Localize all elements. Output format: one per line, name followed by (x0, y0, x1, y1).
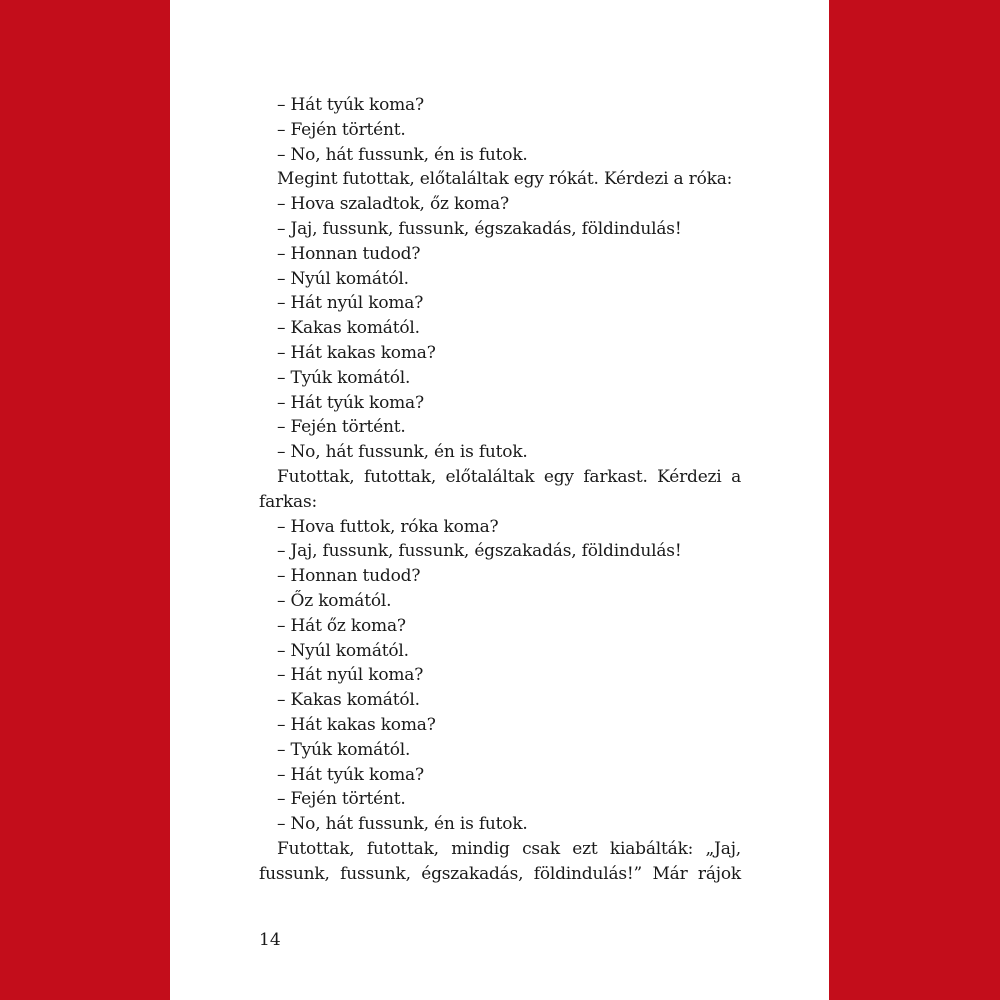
page-number: 14 (259, 930, 281, 950)
text-line: – Hát nyúl koma? (277, 293, 424, 314)
text-line: – Tyúk komától. (277, 367, 411, 388)
text-line: Futottak, futottak, mindig csak ezt kiabálták: „Jaj, (277, 838, 741, 859)
text-line: – Jaj, fussunk, fussunk, égszakadás, földindulás! (277, 541, 682, 562)
text-line: – Hát őz koma? (277, 615, 406, 636)
text-line: – Hát kakas koma? (277, 342, 436, 363)
text-line: – Fején történt. (277, 417, 406, 438)
text-line: – Jaj, fussunk, fussunk, égszakadás, földindulás! (277, 218, 682, 239)
text-line: – Hát kakas koma? (277, 714, 436, 735)
text-line: – Honnan tudod? (277, 566, 421, 587)
text-line: – Kakas komától. (277, 690, 420, 711)
body-text (259, 93, 741, 887)
text-line: – No, hát fussunk, én is futok. (277, 144, 528, 165)
text-line: – Őz komától. (277, 590, 392, 611)
text-line: – Hova szaladtok, őz koma? (277, 194, 509, 215)
text-line: – Hát tyúk koma? (277, 95, 424, 115)
text-line: – Tyúk komától. (277, 739, 411, 760)
text-line: – Hát nyúl koma? (277, 665, 424, 686)
text-line: fussunk, fussunk, égszakadás, földindulás!” Már rájok (259, 863, 741, 884)
text-line: – No, hát fussunk, én is futok. (277, 814, 528, 835)
text-line: – Nyúl komától. (277, 268, 409, 289)
text-line: – Kakas komától. (277, 318, 420, 339)
text-line: – Fején történt. (277, 119, 406, 140)
text-line: – Hát tyúk koma? (277, 764, 424, 785)
text-line: – Honnan tudod? (277, 243, 421, 264)
text-line: farkas: (259, 491, 318, 512)
text-line: – No, hát fussunk, én is futok. (277, 442, 528, 463)
text-line: – Nyúl komától. (277, 640, 409, 661)
book-page (170, 0, 829, 1000)
text-line: – Hát tyúk koma? (277, 392, 424, 413)
text-line: – Hova futtok, róka koma? (277, 516, 499, 537)
text-line: Megint futottak, előtaláltak egy rókát. Kérdezi a róka: (277, 169, 733, 190)
text-line: Futottak, futottak, előtaláltak egy farkast. Kérdezi a (277, 466, 741, 487)
text-line: – Fején történt. (277, 789, 406, 810)
